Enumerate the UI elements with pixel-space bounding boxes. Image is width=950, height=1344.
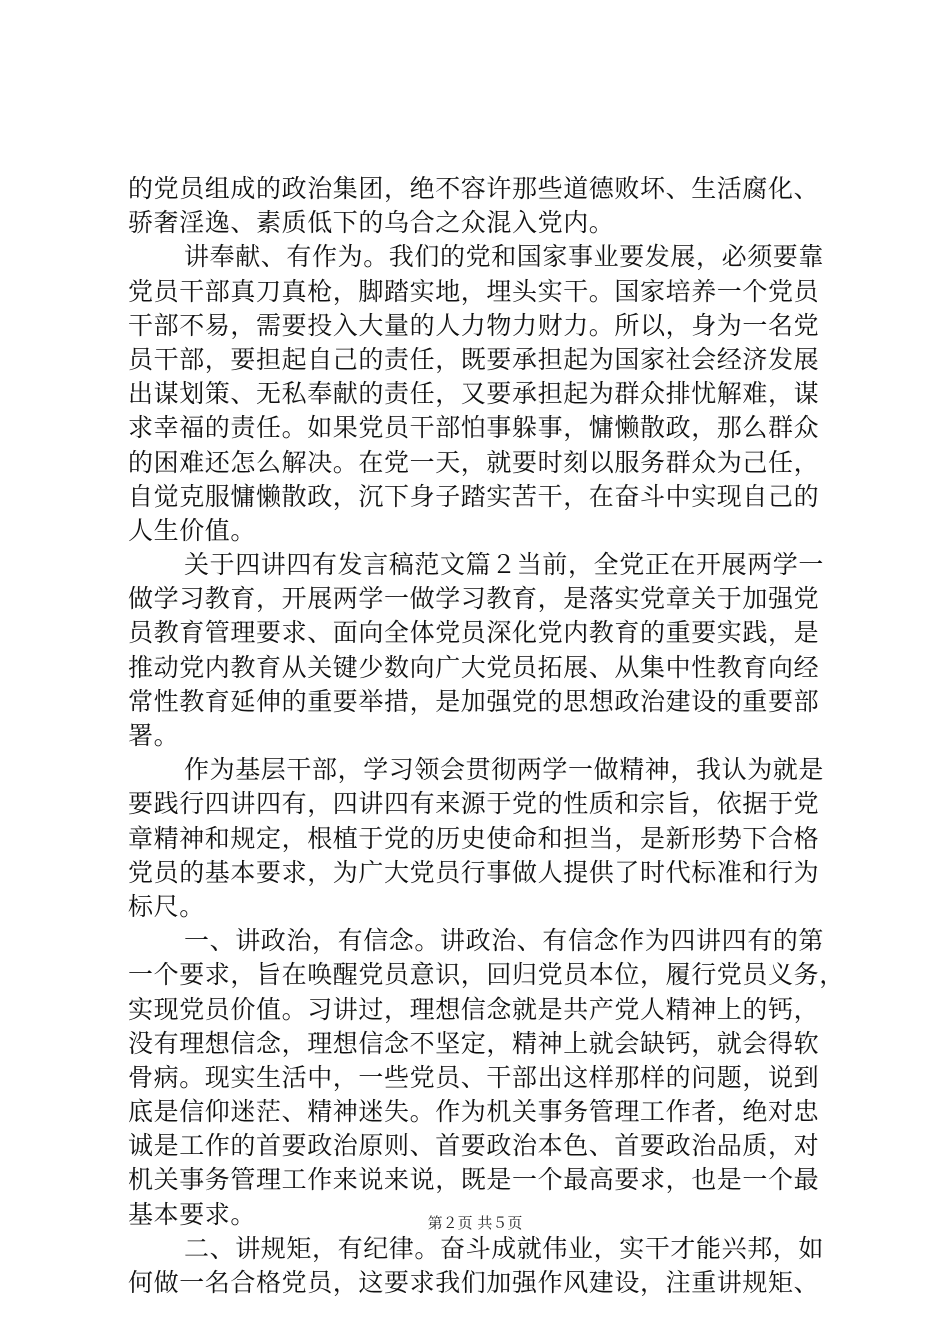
paragraph-start: 关于四讲四有发言稿范文篇２当前，全党正在开展两学一 — [184, 550, 825, 580]
text-line: 出谋划策、无私奉献的责任，又要承担起为群众排忧解难，谋 — [128, 379, 820, 409]
text-line: 干部不易，需要投入大量的人力物力财力。所以，身为一名党 — [128, 310, 820, 340]
text-line: 做学习教育，开展两学一做学习教育，是落实党章关于加强党 — [128, 584, 820, 614]
body-text — [128, 172, 845, 1300]
text-line: 常性教育延伸的重要举措，是加强党的思想政治建设的重要部 — [128, 686, 820, 716]
text-line: 推动党内教育从关键少数向广大党员拓展、从集中性教育向经 — [128, 652, 820, 682]
text-line: 的党员组成的政治集团，绝不容许那些道德败坏、生活腐化、 — [128, 174, 820, 203]
text-line: 员干部，要担起自己的责任，既要承担起为国家社会经济发展 — [128, 344, 820, 374]
paragraph-start: 作为基层干部，学习领会贯彻两学一做精神，我认为就是 — [184, 755, 825, 785]
text-line: 底是信仰迷茫、精神迷失。作为机关事务管理工作者，绝对忠 — [128, 1097, 820, 1127]
paragraph-start: 二、讲规矩，有纪律。奋斗成就伟业，实干才能兴邦，如 — [184, 1233, 825, 1263]
text-line: 骄奢淫逸、素质低下的乌合之众混入党内。 — [128, 208, 615, 238]
text-line: 章精神和规定，根植于党的历史使命和担当，是新形势下合格 — [128, 823, 820, 853]
paragraph-start: 一、讲政治，有信念。讲政治、有信念作为四讲四有的第 — [184, 926, 825, 956]
text-line: 没有理想信念，理想信念不坚定，精神上就会缺钙，就会得软 — [128, 1028, 820, 1058]
text-line: 要践行四讲四有，四讲四有来源于党的性质和宗旨，依据于党 — [128, 789, 820, 819]
text-line: 自觉克服慵懒散政，沉下身子踏实苦干，在奋斗中实现自己的 — [128, 481, 820, 511]
text-line: 何做一名合格党员，这要求我们加强作风建设，注重讲规矩、 — [128, 1268, 820, 1297]
text-line: 党员的基本要求，为广大党员行事做人提供了时代标准和行为 — [128, 857, 820, 887]
text-line: 一个要求，旨在唤醒党员意识，回归党员本位，履行党员义务， — [128, 960, 845, 990]
text-line: 人生价值。 — [128, 515, 257, 545]
text-line: 诚是工作的首要政治原则、首要政治本色、首要政治品质，对 — [128, 1131, 820, 1161]
text-line: 实现党员价值。习讲过，理想信念就是共产党人精神上的钙， — [128, 994, 820, 1024]
text-line: 党员干部真刀真枪，脚踏实地，埋头实干。国家培养一个党员 — [128, 276, 820, 306]
text-line: 机关事务管理工作来说来说，既是一个最高要求，也是一个最 — [128, 1165, 820, 1195]
text-line: 署。 — [128, 721, 180, 750]
text-line: 基本要求。 — [128, 1199, 257, 1229]
text-line: 骨病。现实生活中，一些党员、干部出这样那样的问题，说到 — [128, 1062, 820, 1092]
text-line: 求幸福的责任。如果党员干部怕事躲事，慵懒散政，那么群众 — [128, 413, 820, 443]
text-line: 标尺。 — [128, 891, 205, 921]
text-line: 员教育管理要求、面向全体党员深化党内教育的重要实践，是 — [128, 618, 820, 648]
text-line: 的困难还怎么解决。在党一天，就要时刻以服务群众为己任， — [128, 447, 820, 477]
paragraph-start: 讲奉献、有作为。我们的党和国家事业要发展，必须要靠 — [184, 242, 825, 272]
page-footer: 第２页 共５页 — [427, 1214, 523, 1232]
